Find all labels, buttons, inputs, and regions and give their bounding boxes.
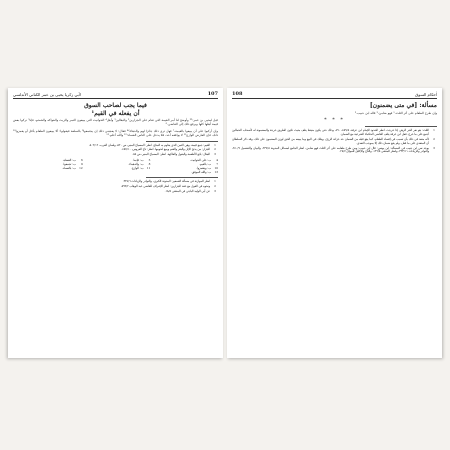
variant-text: ب: على الحوانيت. [189,158,211,163]
footnote-number: 2 [433,137,435,141]
variant-text: ب: والله الموفق. [190,170,211,175]
right-intro-line: وإن طرح الطعام على أثر الثلث،¹ فهو ضامن،² قاله ابن حبيب.³ [354,111,437,115]
closing-note-number: 3 [214,188,216,193]
right-page [227,88,442,358]
variant-number: 8 [148,162,151,167]
footnote-number: 1 [433,128,435,133]
variant-number: 9 [80,162,83,167]
left-section-title: فيما يجب لصاحب السوق [84,102,147,109]
footnote [232,129,437,137]
right-page-number: 108 [232,91,243,97]
variant-text: ب: القضاة. [62,158,76,163]
variant-number: 13 [214,170,218,175]
footnote-text: لأنه متعد في ذلك بأن تسبب في إفساد الطعام، كما يقع قبله من الضمان حد خزانة الرزق. ويتلك في البيع وما يبيعه من الحق لوزن المضمون على ذلك، وقد ذكر السلطان أن المتعدي على ما فعل، ولم يقع ضمان ذلك إلا بموجب التعدي. [232,137,429,145]
variant-item [150,170,218,174]
variant-text: ب: بالقيم. [199,162,211,167]
variant-number: 11 [146,166,151,171]
variant-text: ب: فإنما. [132,158,144,163]
left-running-title: لأبي زكريا يحيى بن عمر الكناني الأندلسي [13,91,82,97]
variant-text: ب: ويتغمزوا. [196,166,211,171]
footnote-number: 1 [214,142,216,147]
variant-readings [13,158,218,174]
left-footnotes [13,144,218,157]
footnote-text: يوجد نص ابن حبيب في المسألة: ابن يونس: قال ابن حبيب: ومن طرح طعامه على أثر الثلث فهو ضامن، انظر الجامع لمسائل المدونة ٢٣٧/٨، والبيان والتحصيل ٢٤٠/٩، والنوادر والزيادات ٣٣٣/١١، وانظر المنتقى ١٣٦/٥، والتاج والإكليل للمواق ٢٨/٧. [232,145,429,154]
left-page-header [13,91,218,99]
footnote-text: البقال: بائع الأطعمة والبقول والفاكهة. انظر: المصباح المنير، ص ٥٨. [132,152,210,157]
closing-note-text: انظر الموازنة في مسألة التسعير: المدونة الكبرى، والنوادر والزيادات ٣٣٤/٦. [122,179,210,184]
right-section-title: مسألة: [في متى يضمنون] [369,102,437,109]
left-section-subtitle: أن يفعله في القيم¹ [91,110,140,117]
section-separator-stars: * * * [324,117,345,124]
footnote-number: 2 [214,147,216,152]
left-page-number: 107 [207,91,218,97]
footnote-number: 3 [433,145,435,150]
variant-number: 5 [148,158,151,163]
variant-text: ب: الوازع. [131,166,144,171]
footnote-text: الجزار: من يذبح الإبل والبقر والغنم ويبيع لحومها. انظر: تاج العروس، ٤٥٧/١٠. [121,147,210,152]
left-page [8,88,223,358]
variant-number: 10 [214,166,218,171]
closing-note-text: عن أبي الوليد الباجي في المنتقى ١٨/٥. [164,188,210,193]
variant-item [83,166,151,170]
variant-number: 4 [216,158,218,163]
variant-number: 6 [80,158,83,163]
closing-note-text: ونحوه في القول مع عقد الجزارين: انظر الإشراف للقاضي عبد الوهاب ٥٩٩/٢. [120,183,210,188]
closing-note [13,190,218,194]
variant-text: ب: والدهماء. [128,162,144,167]
book-spread [8,88,442,358]
footnote-text: القيم: جمع قيمة، وهي الثمن الذي يقاوم به المتاع. انظر: المصباح المنير، ص ٥٢٠، ولسان العرب، ٥٠٢/١٢. [88,142,210,147]
footnote-divider [146,177,218,178]
footnote-text: الثلث: هو نفر الحر الرهي إذا خرجت. انظر الحدود للإمام ابن عرفة، ٤٥٩/٨، ٤٩٠، وذلك حتى يكون متيقنا يتلف بحيث تكون الطريق خرجة والمضمونة له لأصحاب الحمالين أجمع على ما خرج، فعل ابن عرفة يتلف القاضي الحكماء الشرعية مع الضمان. [232,128,430,137]
footnote-number: 3 [214,152,216,157]
closing-note-number: 1 [214,179,216,184]
right-page-header [232,91,437,99]
closing-note-number: 2 [214,183,216,188]
variant-number: 7 [216,162,218,167]
variant-item [15,166,83,170]
left-paragraph: قيل ليحيى بن عمر:²³ وأوضح لنا أمر القيمة التي تقام على الجزارين² والبقالين³ وأهل⁴ الحوانيت التي يبيعون التمر والزيت والفواكه والشحم، فإنا⁵ نركوا بعض قيمة أهلها كلها ويرفع ذلك إلى القاضي.⁶ [13,118,218,127]
left-paragraph: وإن أركبوا على أن يبيعوا بالقيمة،⁷ فهل ترى ذلك جائزا لهم والدهاء؟⁸ فقال: لا يعجبني ذلك إن يجتمعوا⁹ بالسلعة فيقولوا: ألا يبيعون الطعام بأقل أو يغمزوا¹⁰ ذلك، فإن العارض الوازع¹¹ لا يوافقه أحد، فلا يدخل على الناس الفساد؛¹² والله أعلم.¹³ [13,128,218,138]
footnote [232,138,437,146]
variant-text: ب: تجمعوا. [62,162,76,167]
variant-number: 12 [79,166,83,171]
right-running-title: أحكام السوق [415,91,437,97]
footnote [232,147,437,155]
right-footnotes [232,129,437,154]
variant-text: ب: بالفساد. [61,166,76,171]
footnote-divider [365,126,437,127]
footnote [13,153,218,157]
footnote-divider [146,141,218,142]
left-closing-notes [13,180,218,193]
